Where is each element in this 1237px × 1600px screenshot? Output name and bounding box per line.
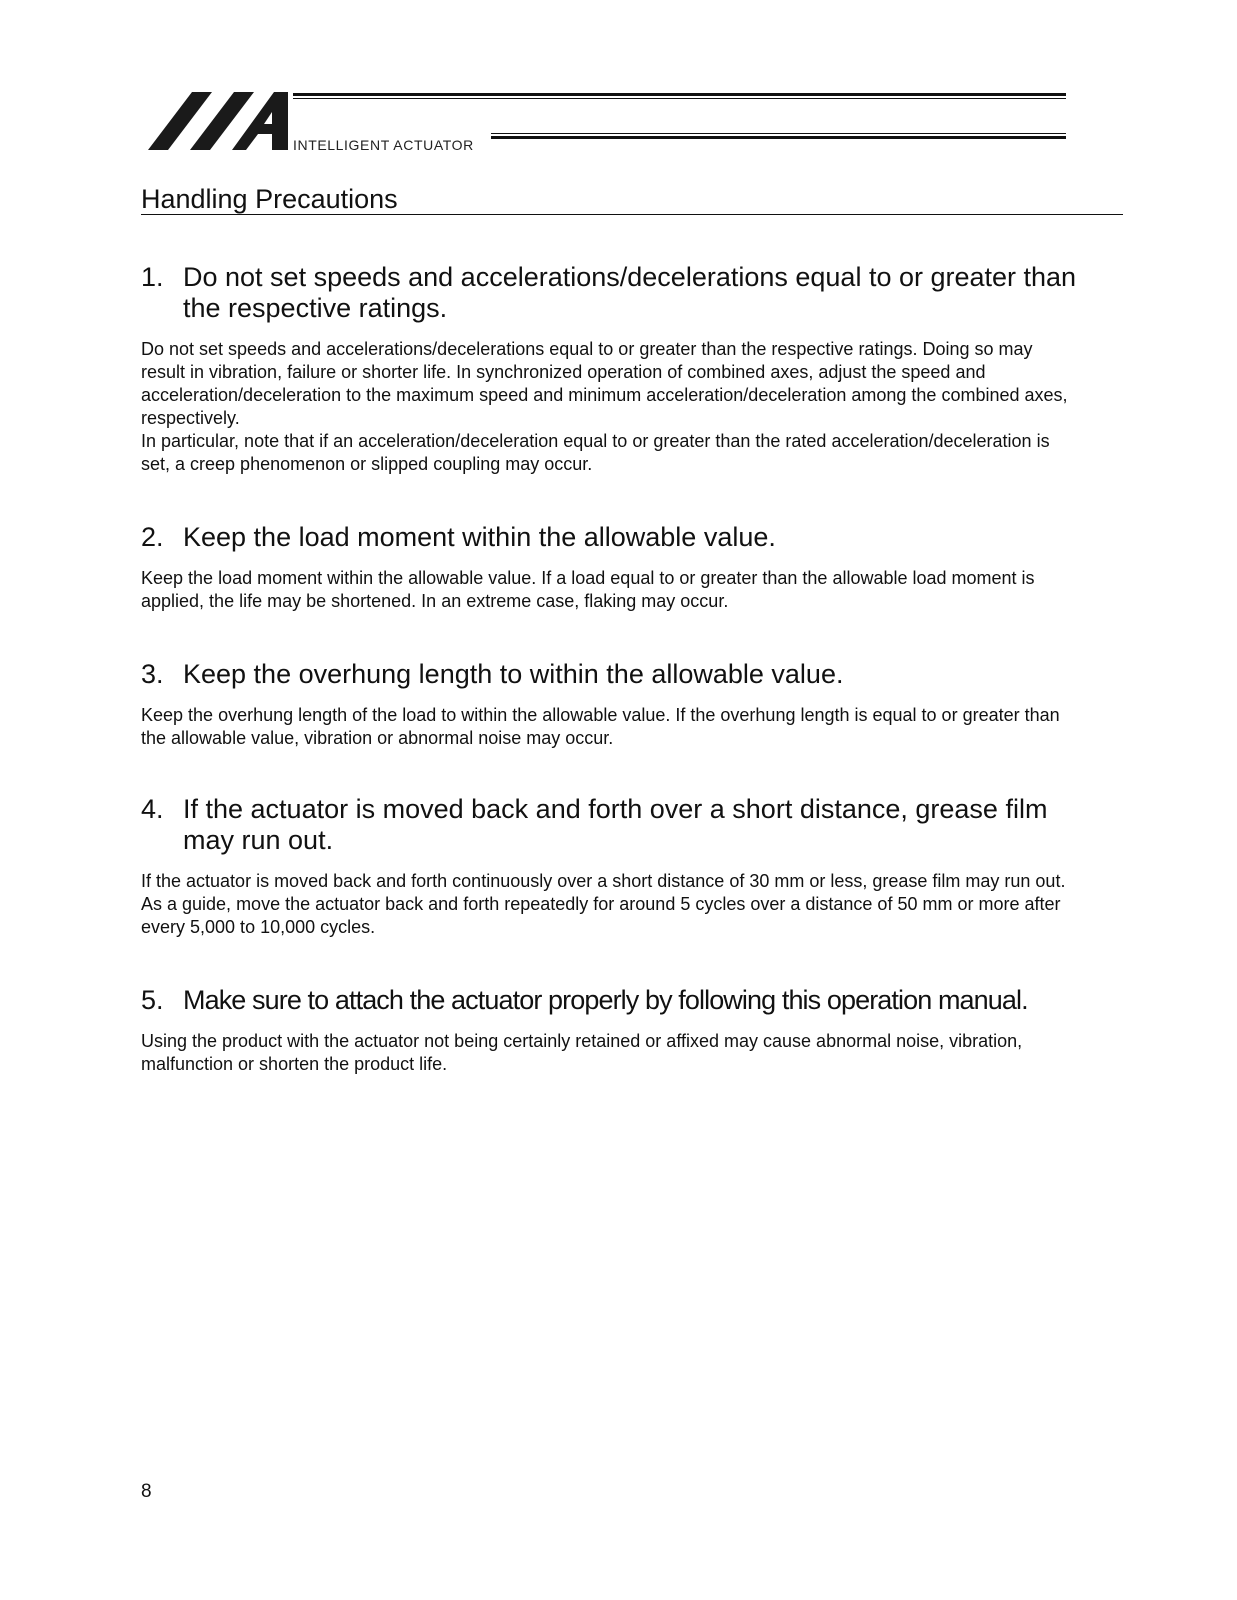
brand-text: INTELLIGENT ACTUATOR bbox=[293, 137, 474, 153]
item-body bbox=[141, 338, 1081, 476]
item-body bbox=[141, 567, 1081, 613]
precaution-item bbox=[141, 262, 1081, 476]
item-number: 4. bbox=[141, 794, 164, 824]
item-number: 5. bbox=[141, 985, 164, 1015]
precaution-item bbox=[141, 985, 1081, 1076]
precaution-item bbox=[141, 522, 1081, 613]
item-body bbox=[141, 704, 1081, 750]
item-paragraph: If the actuator is moved back and forth continuously over a short distance of 30 mm or less, grease film may run out. As a guide, move the actuator back and forth repeatedly for around 5 cycles over a distance of 50 mm or more after every 5,000 to 10,000 cycles. bbox=[141, 871, 1066, 937]
header-rule bbox=[293, 93, 1066, 96]
page-header bbox=[148, 88, 1068, 158]
item-heading bbox=[141, 522, 1081, 553]
item-paragraph: Keep the overhung length of the load to within the allowable value. If the overhung length is equal to or greater than the allowable value, vibration or abnormal noise may occur. bbox=[141, 705, 1060, 748]
item-number: 1. bbox=[141, 262, 164, 292]
header-rule bbox=[491, 136, 1066, 139]
item-heading bbox=[141, 262, 1081, 324]
iai-logo-icon bbox=[148, 90, 290, 157]
precaution-item bbox=[141, 659, 1081, 750]
item-paragraph: In particular, note that if an acceleration/deceleration equal to or greater than the rated acceleration/deceleration is set, a creep phenomenon or slipped coupling may occur. bbox=[141, 431, 1050, 474]
item-body bbox=[141, 870, 1081, 939]
item-title: Keep the load moment within the allowable value. bbox=[183, 522, 776, 552]
item-number: 3. bbox=[141, 659, 164, 689]
item-heading bbox=[141, 985, 1081, 1016]
item-paragraph: Using the product with the actuator not being certainly retained or affixed may cause abnormal noise, vibration, malfunction or shorten the product life. bbox=[141, 1031, 1023, 1074]
item-title: Do not set speeds and accelerations/decelerations equal to or greater than the respective ratings. bbox=[183, 262, 1077, 323]
section-title: Handling Precautions bbox=[141, 184, 1123, 215]
item-paragraph: Do not set speeds and accelerations/decelerations equal to or greater than the respective ratings. Doing so may result in vibration, failure or shorter life. In synchronized operation of combined axes, adjust the speed and acceleration/deceleration to the maximum speed and minimum acceleration/deceleration among the combined axes, respectively. bbox=[141, 339, 1068, 428]
item-title: Keep the overhung length to within the allowable value. bbox=[183, 659, 844, 689]
header-rule bbox=[491, 133, 1066, 134]
precaution-item bbox=[141, 794, 1081, 939]
item-title: If the actuator is moved back and forth over a short distance, grease film may run out. bbox=[183, 794, 1048, 855]
precautions-list bbox=[141, 262, 1081, 1076]
item-heading bbox=[141, 659, 1081, 690]
item-body bbox=[141, 1030, 1081, 1076]
item-title: Make sure to attach the actuator properly by following this operation manual. bbox=[183, 985, 1028, 1015]
item-paragraph: Keep the load moment within the allowable value. If a load equal to or greater than the allowable load moment is applied, the life may be shortened. In an extreme case, flaking may occur. bbox=[141, 568, 1035, 611]
page-number: 8 bbox=[141, 1481, 152, 1502]
item-heading bbox=[141, 794, 1081, 856]
item-number: 2. bbox=[141, 522, 164, 552]
header-rule bbox=[293, 98, 1066, 99]
